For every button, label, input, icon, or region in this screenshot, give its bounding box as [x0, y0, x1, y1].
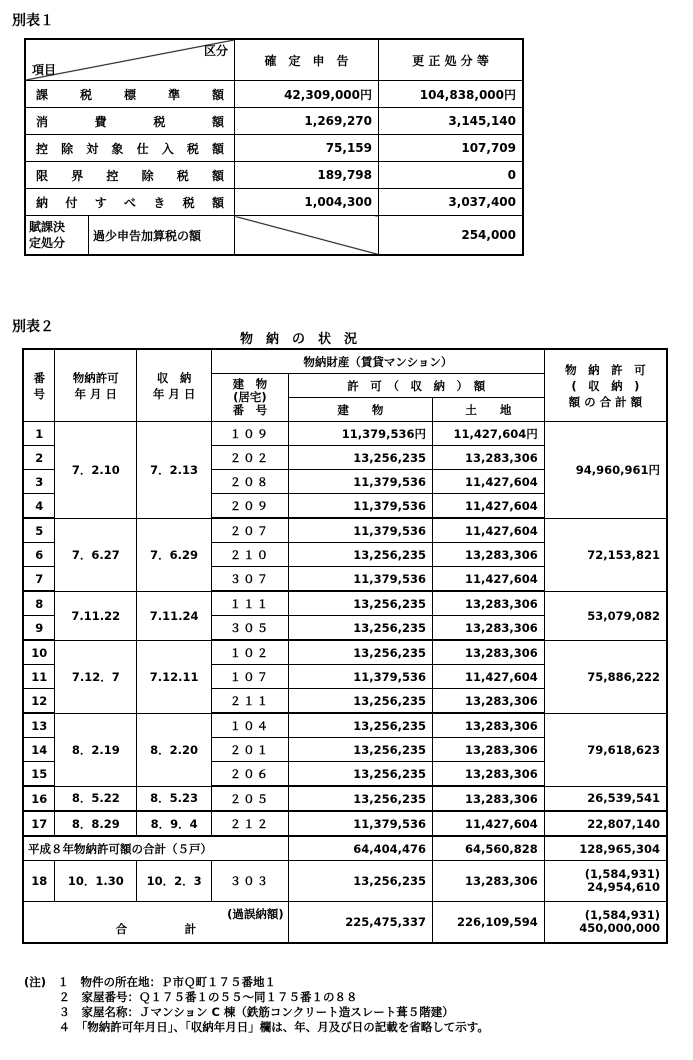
shunou-date: 7．2.13: [137, 422, 212, 519]
room-number: １０４: [212, 713, 289, 738]
row-label: 消費税額: [25, 108, 235, 135]
group-total: 53,079,082: [544, 591, 667, 640]
header-kubun: 区分: [203, 44, 228, 58]
note-3: ３ 家屋名称：Ｊマンション C 棟（鉄筋コンクリート造スレート葺５階建）: [24, 1005, 454, 1019]
fuka-label: [25, 216, 89, 256]
building-amount: 13,256,235: [288, 861, 432, 902]
table-row: [23, 640, 667, 665]
land-amount: 13,283,306: [433, 446, 545, 470]
land-amount: 13,283,306: [433, 861, 545, 902]
note-1: (注) １ 物件の所在地：Ｐ市Ｑ町１７５番地１: [24, 975, 277, 989]
header-line: (1,584,931): [584, 867, 660, 881]
land-amount: 13,283,306: [433, 543, 545, 567]
row-number: 10: [23, 640, 55, 665]
shunou-date: 7.11.24: [137, 591, 212, 640]
room-number: ２０１: [212, 738, 289, 762]
land-amount: 11,427,604: [433, 567, 545, 592]
header-line: (1,584,931): [584, 908, 660, 922]
header-line: 450,000,000: [579, 921, 660, 935]
note-4: ４ 「物納許可年月日」、「収納年月日」欄は、年、月及び日の記載を省略して示す。: [24, 1020, 489, 1034]
group-total: 22,807,140: [544, 811, 667, 836]
row-value: 189,798: [235, 162, 379, 189]
table-row: [23, 786, 667, 811]
sum-building: 225,475,337: [288, 902, 432, 944]
header-land: 土 地: [433, 398, 545, 422]
row-number: 16: [23, 786, 55, 811]
fuka-value: 254,000: [379, 216, 524, 256]
row-label: 課税標準額: [25, 81, 235, 108]
kyoka-date: 8．8.29: [55, 811, 137, 836]
land-amount: 13,283,306: [433, 713, 545, 738]
table-row: [23, 518, 667, 543]
row-number: 1: [23, 422, 55, 446]
header-zaisan: 物納財産（賃貸マンション）: [212, 349, 545, 374]
row-value: 3,037,400: [379, 189, 524, 216]
row-value: 104,838,000円: [379, 81, 524, 108]
building-amount: 13,256,235: [288, 762, 432, 787]
room-number: ２１０: [212, 543, 289, 567]
table1-row: [25, 216, 523, 256]
room-number: ２０９: [212, 494, 289, 519]
row-value: 107,709: [379, 135, 524, 162]
header-line: 番 号: [232, 403, 268, 417]
row-value: 0: [379, 162, 524, 189]
table-row: [23, 836, 667, 861]
table1-row: [25, 135, 523, 162]
group-total: 94,960,961円: [544, 422, 667, 519]
row-label: 限界控除税額: [25, 162, 235, 189]
row-label: 控除対象仕入税額: [25, 135, 235, 162]
fuka-blank: [235, 216, 379, 256]
header-line: 号: [33, 386, 45, 401]
kago-label: (過誤納額): [227, 907, 284, 921]
room-number: １０９: [212, 422, 289, 446]
land-amount: 13,283,306: [433, 689, 545, 714]
header-col2: 更 正 処 分 等: [379, 39, 524, 81]
kyoka-date: 8．2.19: [55, 713, 137, 786]
table-row: [23, 902, 667, 944]
building-amount: 11,379,536: [288, 567, 432, 592]
room-number: ２０２: [212, 446, 289, 470]
group-total: 26,539,541: [544, 786, 667, 811]
building-amount: 13,256,235: [288, 713, 432, 738]
row-number: 4: [23, 494, 55, 519]
group-total: 79,618,623: [544, 713, 667, 786]
header-gokei: [544, 349, 667, 422]
header-shunou: [137, 349, 212, 422]
land-amount: 11,427,604: [433, 811, 545, 836]
notes: [24, 975, 489, 1035]
header-line: 年 月 日: [74, 386, 118, 401]
room-number: １０７: [212, 665, 289, 689]
shunou-date: 8．2.20: [137, 713, 212, 786]
room-number: ２０８: [212, 470, 289, 494]
building-amount: 13,256,235: [288, 446, 432, 470]
table1-row: [25, 162, 523, 189]
building-amount: 13,256,235: [288, 543, 432, 567]
row-label: 納付すべき税額: [25, 189, 235, 216]
kyoka-date: 7．2.10: [55, 422, 137, 519]
room-number: ３０７: [212, 567, 289, 592]
r18-total: [544, 861, 667, 902]
row-value: 1,004,300: [235, 189, 379, 216]
fuka-label-1: 賦課決: [29, 220, 66, 234]
land-amount: 11,427,604: [433, 494, 545, 519]
table-row: [23, 811, 667, 836]
fuka-label-2: 定処分: [29, 236, 66, 250]
note-2: ２ 家屋番号：Ｑ１７５番１の５５～同１７５番１の８８: [24, 990, 358, 1004]
row-number: 18: [23, 861, 55, 902]
header-corner: [25, 39, 235, 81]
kyoka-date: 7.11.22: [55, 591, 137, 640]
room-number: １１１: [212, 591, 289, 616]
building-amount: 13,256,235: [288, 616, 432, 641]
sum-total: [544, 902, 667, 944]
sum-land: 226,109,594: [433, 902, 545, 944]
land-amount: 13,283,306: [433, 640, 545, 665]
room-number: ２０６: [212, 762, 289, 787]
row-number: 7: [23, 567, 55, 592]
table1: [24, 38, 524, 256]
row-number: 17: [23, 811, 55, 836]
row-number: 11: [23, 665, 55, 689]
shunou-date: 7.12.11: [137, 640, 212, 713]
building-amount: 13,256,235: [288, 689, 432, 714]
land-amount: 13,283,306: [433, 591, 545, 616]
table-row: [23, 591, 667, 616]
h8-land: 64,560,828: [433, 836, 545, 861]
table-row: [23, 349, 667, 374]
row-number: 14: [23, 738, 55, 762]
row-number: 2: [23, 446, 55, 470]
room-number: ２０７: [212, 518, 289, 543]
table-row: [23, 422, 667, 446]
header-line: (居宅): [233, 390, 267, 404]
table2-label: 別表２: [12, 319, 54, 335]
land-amount: 11,427,604: [433, 665, 545, 689]
sum-label: [23, 902, 288, 944]
room-number: ３０５: [212, 616, 289, 641]
h8-label: 平成８年物納許可額の合計（５戸）: [23, 836, 288, 861]
table-row: [23, 713, 667, 738]
row-number: 8: [23, 591, 55, 616]
building-amount: 11,379,536: [288, 470, 432, 494]
header-room: [212, 374, 289, 422]
header-line: 収 納: [156, 370, 192, 385]
h8-building: 64,404,476: [288, 836, 432, 861]
land-amount: 11,427,604: [433, 518, 545, 543]
header-kyogaku: 許 可 （ 収 納 ） 額: [288, 374, 544, 398]
building-amount: 13,256,235: [288, 786, 432, 811]
row-number: 9: [23, 616, 55, 641]
table1-row: [25, 81, 523, 108]
table1-label: 別表１: [12, 13, 54, 29]
table2: [22, 348, 668, 944]
row-number: 15: [23, 762, 55, 787]
shunou-date: 8．9．4: [137, 811, 212, 836]
fuka-item: 過少申告加算税の額: [89, 216, 235, 256]
building-amount: 11,379,536: [288, 811, 432, 836]
row-value: 42,309,000円: [235, 81, 379, 108]
room-number: ２１２: [212, 811, 289, 836]
header-line: 番: [33, 370, 45, 385]
row-number: 12: [23, 689, 55, 714]
shunou-date: 8．5.23: [137, 786, 212, 811]
header-col1: 確 定 申 告: [235, 39, 379, 81]
table-row: [23, 861, 667, 902]
land-amount: 13,283,306: [433, 762, 545, 787]
row-number: 3: [23, 470, 55, 494]
building-amount: 13,256,235: [288, 591, 432, 616]
building-amount: 13,256,235: [288, 738, 432, 762]
header-line: ( 収 納 ): [571, 378, 640, 393]
land-amount: 13,283,306: [433, 786, 545, 811]
table2-title: 物 納 の 状 況: [240, 332, 358, 347]
table1-row: [25, 108, 523, 135]
kyoka-date: 10．1.30: [55, 861, 137, 902]
shunou-date: 7．6.29: [137, 518, 212, 591]
room-number: ２０５: [212, 786, 289, 811]
header-line: 額 の 合 計 額: [568, 394, 643, 409]
land-amount: 11,427,604: [433, 470, 545, 494]
room-number: ２１１: [212, 689, 289, 714]
row-number: 5: [23, 518, 55, 543]
header-koumoku: 項目: [32, 63, 57, 77]
building-amount: 11,379,536: [288, 494, 432, 519]
row-value: 3,145,140: [379, 108, 524, 135]
row-value: 1,269,270: [235, 108, 379, 135]
header-building: 建 物: [288, 398, 432, 422]
kyoka-date: 8．5.22: [55, 786, 137, 811]
row-number: 6: [23, 543, 55, 567]
header-line: 建 物: [232, 377, 268, 391]
building-amount: 11,379,536円: [288, 422, 432, 446]
header-line: 24,954,610: [587, 880, 660, 894]
row-value: 75,159: [235, 135, 379, 162]
kyoka-date: 7.12．7: [55, 640, 137, 713]
room-number: １０２: [212, 640, 289, 665]
sum-text: 合 計: [115, 922, 197, 936]
group-total: 72,153,821: [544, 518, 667, 591]
header-line: 物 納 許 可: [565, 362, 646, 377]
shunou-date: 10．2．3: [137, 861, 212, 902]
land-amount: 11,427,604円: [433, 422, 545, 446]
building-amount: 11,379,536: [288, 518, 432, 543]
header-line: 物納許可: [72, 370, 119, 385]
building-amount: 13,256,235: [288, 640, 432, 665]
header-kyoka: [55, 349, 137, 422]
header-line: 年 月 日: [152, 386, 196, 401]
land-amount: 13,283,306: [433, 616, 545, 641]
building-amount: 11,379,536: [288, 665, 432, 689]
h8-total: 128,965,304: [544, 836, 667, 861]
land-amount: 13,283,306: [433, 738, 545, 762]
kyoka-date: 7．6.27: [55, 518, 137, 591]
room-number: ３０３: [212, 861, 289, 902]
table1-row: [25, 189, 523, 216]
group-total: 75,886,222: [544, 640, 667, 713]
row-number: 13: [23, 713, 55, 738]
header-number: [23, 349, 55, 422]
